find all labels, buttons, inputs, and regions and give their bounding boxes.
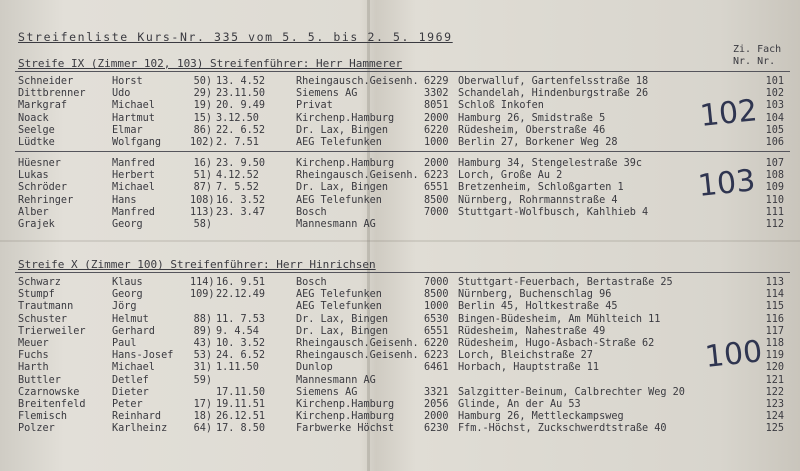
cell-firm: Kirchenp.Hamburg	[296, 399, 395, 410]
cell-first: Hans	[112, 194, 137, 206]
cell-nr: 116	[765, 313, 784, 325]
participant-row	[0, 207, 800, 219]
cell-plz: 2000	[424, 158, 449, 169]
cell-first: Elmar	[112, 124, 143, 136]
cell-plz: 6223	[424, 170, 449, 182]
cell-date: 9. 4.54	[216, 325, 259, 337]
cell-firm: Rheingausch.Geisenh.	[296, 170, 419, 182]
cell-firm: Privat	[296, 100, 333, 112]
cell-firm: Kirchenp.Hamburg	[296, 112, 395, 124]
participant-row	[0, 411, 800, 423]
cell-addr: Nürnberg, Rohrmannstraße 4	[458, 194, 618, 206]
cell-date: 23. 3.47	[216, 206, 266, 218]
cell-firm: Kirchenp.Hamburg	[296, 411, 395, 423]
cell-room: 114)	[190, 277, 215, 288]
cell-addr: Bretzenheim, Schloßgarten 1	[458, 182, 624, 194]
participant-row	[0, 219, 800, 231]
cell-first: Manfred	[112, 158, 155, 169]
cell-firm: Bosch	[296, 277, 327, 288]
cell-name: Noack	[18, 112, 49, 124]
cell-first: Michael	[112, 182, 155, 194]
document-title: Streifenliste Kurs-Nr. 335 vom 5. 5. bis 2. 5. 1969	[18, 30, 453, 44]
participant-row	[0, 195, 800, 207]
cell-name: Lukas	[18, 170, 49, 182]
cell-nr: 110	[765, 194, 784, 206]
cell-nr: 118	[765, 338, 784, 349]
cell-nr: 102	[765, 88, 784, 100]
cell-nr: 123	[765, 399, 784, 410]
participant-row	[0, 289, 800, 301]
cell-date: 24. 6.52	[216, 350, 266, 362]
cell-firm: Rheingausch.Geisenh.	[296, 338, 419, 349]
cell-plz: 6461	[424, 362, 449, 374]
cell-nr: 113	[765, 277, 784, 288]
cell-first: Udo	[112, 88, 131, 100]
cell-addr: Berlin 45, Holtkestraße 45	[458, 301, 618, 313]
cell-date: 22. 6.52	[216, 124, 266, 136]
cell-addr: Schloß Inkofen	[458, 100, 544, 112]
cell-name: Flemisch	[18, 411, 68, 423]
cell-plz: 2056	[424, 399, 449, 410]
cell-room: 51)	[193, 170, 212, 182]
cell-firm: Siemens AG	[296, 88, 358, 100]
cell-plz: 1000	[424, 137, 449, 148]
cell-first: Michael	[112, 362, 155, 374]
cell-firm: Dr. Lax, Bingen	[296, 325, 389, 337]
cell-first: Gerhard	[112, 325, 155, 337]
cell-name: Polzer	[18, 423, 55, 435]
cell-addr: Schandelah, Hindenburgstraße 26	[458, 88, 649, 100]
cell-plz: 1000	[424, 301, 449, 313]
cell-date: 17. 8.50	[216, 423, 266, 435]
cell-plz: 6229	[424, 76, 449, 87]
cell-date: 13. 4.52	[216, 76, 266, 87]
cell-room: 108)	[190, 194, 215, 206]
cell-name: Dittbrenner	[18, 88, 86, 100]
cell-nr: 124	[765, 411, 784, 423]
cell-addr: Lorch, Große Au 2	[458, 170, 563, 182]
cell-nr: 106	[765, 137, 784, 148]
cell-nr: 117	[765, 325, 784, 337]
cell-addr: Berlin 27, Borkener Weg 28	[458, 137, 618, 148]
fold-line-horizontal	[0, 240, 800, 242]
cell-nr: 105	[765, 124, 784, 136]
cell-firm: Mannesmann AG	[296, 374, 376, 386]
cell-firm: AEG Telefunken	[296, 194, 382, 206]
participant-row	[0, 387, 800, 399]
cell-room: 15)	[193, 112, 212, 124]
cell-first: Detlef	[112, 374, 149, 386]
cell-name: Meuer	[18, 338, 49, 349]
cell-date: 17.11.50	[216, 386, 266, 398]
cell-room: 19)	[193, 100, 212, 112]
cell-firm: Siemens AG	[296, 386, 358, 398]
cell-first: Dieter	[112, 386, 149, 398]
participant-row	[0, 338, 800, 350]
cell-addr: Stuttgart-Feuerbach, Bertastraße 25	[458, 277, 673, 288]
cell-name: Schuster	[18, 313, 68, 325]
cell-room: 50)	[193, 76, 212, 87]
cell-addr: Lorch, Bleichstraße 27	[458, 350, 593, 362]
cell-firm: Dunlop	[296, 362, 333, 374]
cell-date: 22.12.49	[216, 289, 266, 301]
cell-nr: 115	[765, 301, 784, 313]
cell-addr: Horbach, Hauptstraße 11	[458, 362, 600, 374]
cell-firm: Kirchenp.Hamburg	[296, 158, 395, 169]
cell-date: 2. 7.51	[216, 137, 259, 148]
cell-first: Helmut	[112, 313, 149, 325]
cell-firm: AEG Telefunken	[296, 301, 382, 313]
participant-row	[0, 100, 800, 112]
participant-row	[0, 170, 800, 182]
cell-first: Klaus	[112, 277, 143, 288]
cell-addr: Rüdesheim, Oberstraße 46	[458, 124, 606, 136]
cell-addr: Rüdesheim, Hugo-Asbach-Straße 62	[458, 338, 655, 349]
cell-nr: 103	[765, 100, 784, 112]
cell-date: 3.12.50	[216, 112, 259, 124]
participant-row	[0, 125, 800, 137]
cell-firm: AEG Telefunken	[296, 289, 382, 301]
cell-date: 16. 9.51	[216, 277, 266, 288]
participant-row	[0, 350, 800, 362]
participant-row	[0, 182, 800, 194]
cell-addr: Bingen-Büdesheim, Am Mühlteich 11	[458, 313, 661, 325]
cell-firm: Rheingausch.Geisenh.	[296, 350, 419, 362]
cell-first: Michael	[112, 100, 155, 112]
cell-addr: Rüdesheim, Nahestraße 49	[458, 325, 606, 337]
cell-name: Stumpf	[18, 289, 55, 301]
cell-name: Breitenfeld	[18, 399, 86, 410]
cell-room: 58)	[193, 219, 212, 230]
cell-plz: 6223	[424, 350, 449, 362]
participant-row	[0, 326, 800, 338]
cell-nr: 107	[765, 158, 784, 169]
cell-name: Harth	[18, 362, 49, 374]
cell-date: 11. 7.53	[216, 313, 266, 325]
cell-addr: Stuttgart-Wolfbusch, Kahlhieb 4	[458, 206, 649, 218]
column-header-nr: Nr. Nr.	[733, 56, 776, 67]
cell-first: Hans-Josef	[112, 350, 174, 362]
cell-plz: 6220	[424, 124, 449, 136]
cell-addr: Ffm.-Höchst, Zuckschwerdtstraße 40	[458, 423, 667, 435]
cell-first: Karlheinz	[112, 423, 168, 435]
cell-nr: 119	[765, 350, 784, 362]
participant-row	[0, 76, 800, 88]
participant-row	[0, 137, 800, 149]
cell-name: Hüesner	[18, 158, 61, 169]
cell-addr: Oberwalluf, Gartenfelsstraße 18	[458, 76, 649, 87]
group-header-streife-ix: Streife IX (Zimmer 102, 103) Streifenführer: Herr Hammerer	[18, 57, 403, 70]
cell-plz: 6551	[424, 325, 449, 337]
group-rule	[15, 151, 790, 152]
cell-first: Georg	[112, 289, 143, 301]
participant-row	[0, 362, 800, 374]
participant-row	[0, 158, 800, 170]
cell-addr: Nürnberg, Buchenschlag 96	[458, 289, 612, 301]
cell-room: 59)	[193, 374, 212, 386]
participant-row	[0, 301, 800, 313]
cell-nr: 104	[765, 112, 784, 124]
cell-firm: Farbwerke Höchst	[296, 423, 395, 435]
cell-nr: 111	[765, 206, 784, 218]
group-rule	[15, 272, 790, 273]
cell-nr: 120	[765, 362, 784, 374]
cell-name: Markgraf	[18, 100, 68, 112]
cell-firm: Rheingausch.Geisenh.	[296, 76, 419, 87]
cell-firm: Mannesmann AG	[296, 219, 376, 230]
cell-date: 20. 9.49	[216, 100, 266, 112]
cell-date: 23. 9.50	[216, 158, 266, 169]
cell-date: 7. 5.52	[216, 182, 259, 194]
cell-room: 29)	[193, 88, 212, 100]
cell-plz: 6551	[424, 182, 449, 194]
group-rule	[15, 71, 790, 72]
cell-addr: Glinde, An der Au 53	[458, 399, 581, 410]
cell-addr: Hamburg 26, Mettleckampsweg	[458, 411, 624, 423]
cell-date: 16. 3.52	[216, 194, 266, 206]
cell-firm: Bosch	[296, 206, 327, 218]
cell-nr: 101	[765, 76, 784, 87]
cell-nr: 122	[765, 386, 784, 398]
cell-date: 23.11.50	[216, 88, 266, 100]
cell-plz: 3321	[424, 386, 449, 398]
cell-room: 53)	[193, 350, 212, 362]
cell-addr: Hamburg 34, Stengelestraße 39c	[458, 158, 643, 169]
cell-first: Hartmut	[112, 112, 155, 124]
cell-first: Jörg	[112, 301, 137, 313]
cell-room: 43)	[193, 338, 212, 349]
cell-name: Trautmann	[18, 301, 74, 313]
cell-plz: 8500	[424, 194, 449, 206]
cell-room: 89)	[193, 325, 212, 337]
cell-name: Trierweiler	[18, 325, 86, 337]
cell-date: 10. 3.52	[216, 338, 266, 349]
cell-firm: Dr. Lax, Bingen	[296, 182, 389, 194]
cell-nr: 112	[765, 219, 784, 230]
cell-name: Schneider	[18, 76, 74, 87]
cell-room: 88)	[193, 313, 212, 325]
cell-first: Herbert	[112, 170, 155, 182]
cell-nr: 108	[765, 170, 784, 182]
cell-nr: 125	[765, 423, 784, 435]
participant-row	[0, 277, 800, 289]
cell-nr: 121	[765, 374, 784, 386]
cell-name: Lüdtke	[18, 137, 55, 148]
cell-plz: 7000	[424, 206, 449, 218]
cell-plz: 6230	[424, 423, 449, 435]
cell-plz: 3302	[424, 88, 449, 100]
cell-room: 113)	[190, 206, 215, 218]
cell-date: 26.12.51	[216, 411, 266, 423]
cell-first: Horst	[112, 76, 143, 87]
cell-firm: Dr. Lax, Bingen	[296, 124, 389, 136]
handwritten-room-number: 102	[698, 93, 759, 134]
cell-name: Grajek	[18, 219, 55, 230]
cell-name: Schwarz	[18, 277, 61, 288]
cell-plz: 7000	[424, 277, 449, 288]
cell-room: 102)	[190, 137, 215, 148]
cell-name: Czarnowske	[18, 386, 80, 398]
cell-name: Alber	[18, 206, 49, 218]
cell-plz: 6530	[424, 313, 449, 325]
cell-room: 87)	[193, 182, 212, 194]
cell-plz: 8500	[424, 289, 449, 301]
cell-first: Georg	[112, 219, 143, 230]
participant-row	[0, 113, 800, 125]
cell-firm: AEG Telefunken	[296, 137, 382, 148]
cell-date: 19.11.51	[216, 399, 266, 410]
cell-firm: Dr. Lax, Bingen	[296, 313, 389, 325]
cell-addr: Salzgitter-Beinum, Calbrechter Weg 20	[458, 386, 685, 398]
participant-row	[0, 375, 800, 387]
participant-row	[0, 88, 800, 100]
cell-room: 18)	[193, 411, 212, 423]
cell-room: 31)	[193, 362, 212, 374]
cell-date: 1.11.50	[216, 362, 259, 374]
cell-plz: 2000	[424, 112, 449, 124]
cell-first: Wolfgang	[112, 137, 162, 148]
cell-plz: 8051	[424, 100, 449, 112]
participant-row	[0, 314, 800, 326]
cell-room: 109)	[190, 289, 215, 301]
handwritten-room-number: 100	[703, 334, 764, 375]
column-header-room-fach: Zi. Fach	[733, 44, 782, 55]
group-header-streife-x: Streife X (Zimmer 100) Streifenführer: Herr Hinrichsen	[18, 258, 376, 271]
cell-plz: 6220	[424, 338, 449, 349]
cell-first: Reinhard	[112, 411, 162, 423]
cell-room: 16)	[193, 158, 212, 169]
cell-plz: 2000	[424, 411, 449, 423]
cell-name: Buttler	[18, 374, 61, 386]
cell-nr: 114	[765, 289, 784, 301]
cell-name: Seelge	[18, 124, 55, 136]
cell-room: 17)	[193, 399, 212, 410]
cell-first: Manfred	[112, 206, 155, 218]
participant-row	[0, 423, 800, 435]
cell-first: Peter	[112, 399, 143, 410]
cell-nr: 109	[765, 182, 784, 194]
cell-first: Paul	[112, 338, 137, 349]
cell-name: Rehringer	[18, 194, 74, 206]
cell-name: Fuchs	[18, 350, 49, 362]
handwritten-room-number: 103	[696, 163, 757, 204]
cell-addr: Hamburg 26, Smidstraße 5	[458, 112, 606, 124]
cell-room: 86)	[193, 124, 212, 136]
cell-date: 4.12.52	[216, 170, 259, 182]
cell-room: 64)	[193, 423, 212, 435]
participant-row	[0, 399, 800, 411]
cell-name: Schröder	[18, 182, 68, 194]
